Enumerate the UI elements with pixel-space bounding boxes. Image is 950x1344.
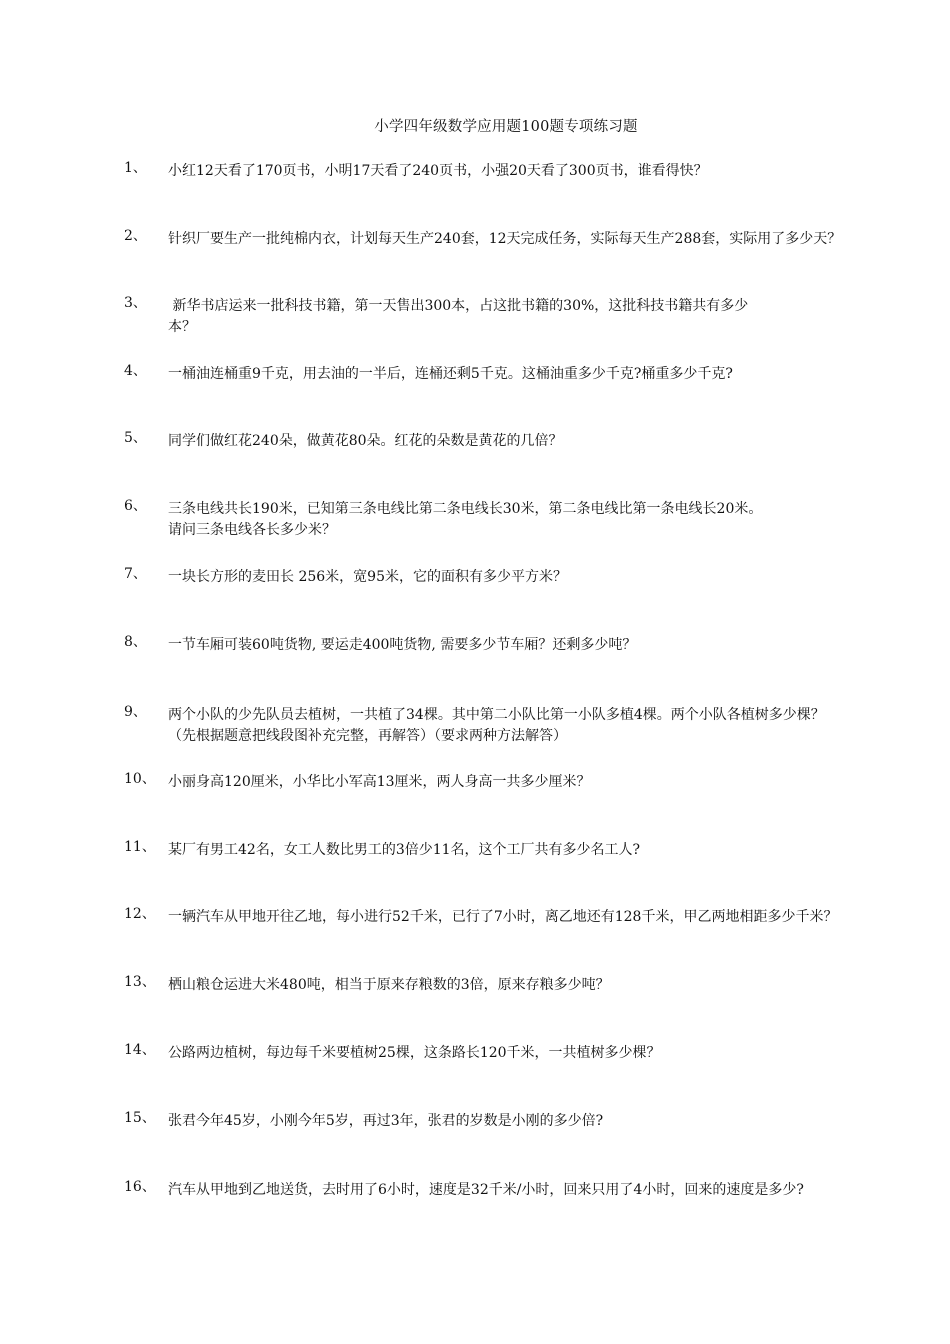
question-text: 某厂有男工42名，女工人数比男工的3倍少11名，这个工厂共有多少名工人? — [168, 842, 641, 858]
question-text: 一桶油连桶重9千克，用去油的一半后，连桶还剩5千克。这桶油重多少千克?桶重多少千克? — [168, 366, 733, 382]
question-number: 7、 — [124, 566, 147, 582]
question-number: 5、 — [124, 430, 147, 446]
question-number: 15、 — [124, 1110, 156, 1126]
document-title: 小学四年级数学应用题100题专项练习题 — [374, 119, 638, 135]
question-number: 1、 — [124, 160, 147, 176]
question-text: 公路两边植树，每边每千米要植树25棵，这条路长120千米，一共植树多少棵？ — [168, 1045, 661, 1061]
question-text: 三条电线共长190米，已知第三条电线比第二条电线长30米，第二条电线比第一条电线长20米。 请问三条电线各长多少米？ — [168, 501, 763, 538]
question-text: 同学们做红花240朵，做黄花80朵。红花的朵数是黄花的几倍？ — [168, 433, 563, 449]
question-text: 小红12天看了170页书，小明17天看了240页书，小强20天看了300页书，谁看得快？ — [168, 163, 708, 179]
question-text: 一块长方形的麦田长 256米，宽95米，它的面积有多少平方米？ — [168, 569, 567, 585]
question-number: 2、 — [124, 228, 147, 244]
question-number: 4、 — [124, 363, 147, 379]
question-number: 14、 — [124, 1042, 156, 1058]
question-number: 11、 — [124, 839, 156, 855]
question-number: 12、 — [124, 906, 156, 922]
question-number: 3、 — [124, 295, 147, 311]
question-number: 6、 — [124, 498, 147, 514]
question-number: 9、 — [124, 704, 147, 720]
question-text: 一辆汽车从甲地开往乙地，每小进行52千米，已行了7小时，离乙地还有128千米，甲乙两地相距多少千米？ — [168, 909, 838, 925]
question-text: 小丽身高120厘米，小华比小军高13厘米，两人身高一共多少厘米？ — [168, 774, 591, 790]
question-text: 新华书店运来一批科技书籍，第一天售出300本，占这批书籍的30%，这批科技书籍共有多少 本？ — [168, 298, 749, 335]
question-text: 两个小队的少先队员去植树，一共植了34棵。其中第二小队比第一小队多植4棵。两个小队各植树多少棵？（先根据题意把线段图补充完整，再解答）（要求两种方法解答） — [168, 707, 825, 744]
question-number: 16、 — [124, 1179, 156, 1195]
question-text: 汽车从甲地到乙地送货，去时用了6小时，速度是32千米/小时，回来只用了4小时，回来的速度是多少? — [168, 1182, 804, 1198]
question-number: 10、 — [124, 771, 156, 787]
question-text: 栖山粮仓运进大米480吨，相当于原来存粮数的3倍，原来存粮多少吨？ — [168, 977, 610, 993]
question-number: 8、 — [124, 634, 147, 650]
question-text: 针织厂要生产一批纯棉内衣，计划每天生产240套，12天完成任务，实际每天生产288套，实际用了多少天？ — [168, 231, 842, 247]
question-number: 13、 — [124, 974, 156, 990]
question-text: 张君今年45岁，小刚今年5岁，再过3年，张君的岁数是小刚的多少倍? — [168, 1113, 604, 1129]
question-text: 一节车厢可装60吨货物, 要运走400吨货物, 需要多少节车厢？还剩多少吨？ — [168, 637, 637, 653]
